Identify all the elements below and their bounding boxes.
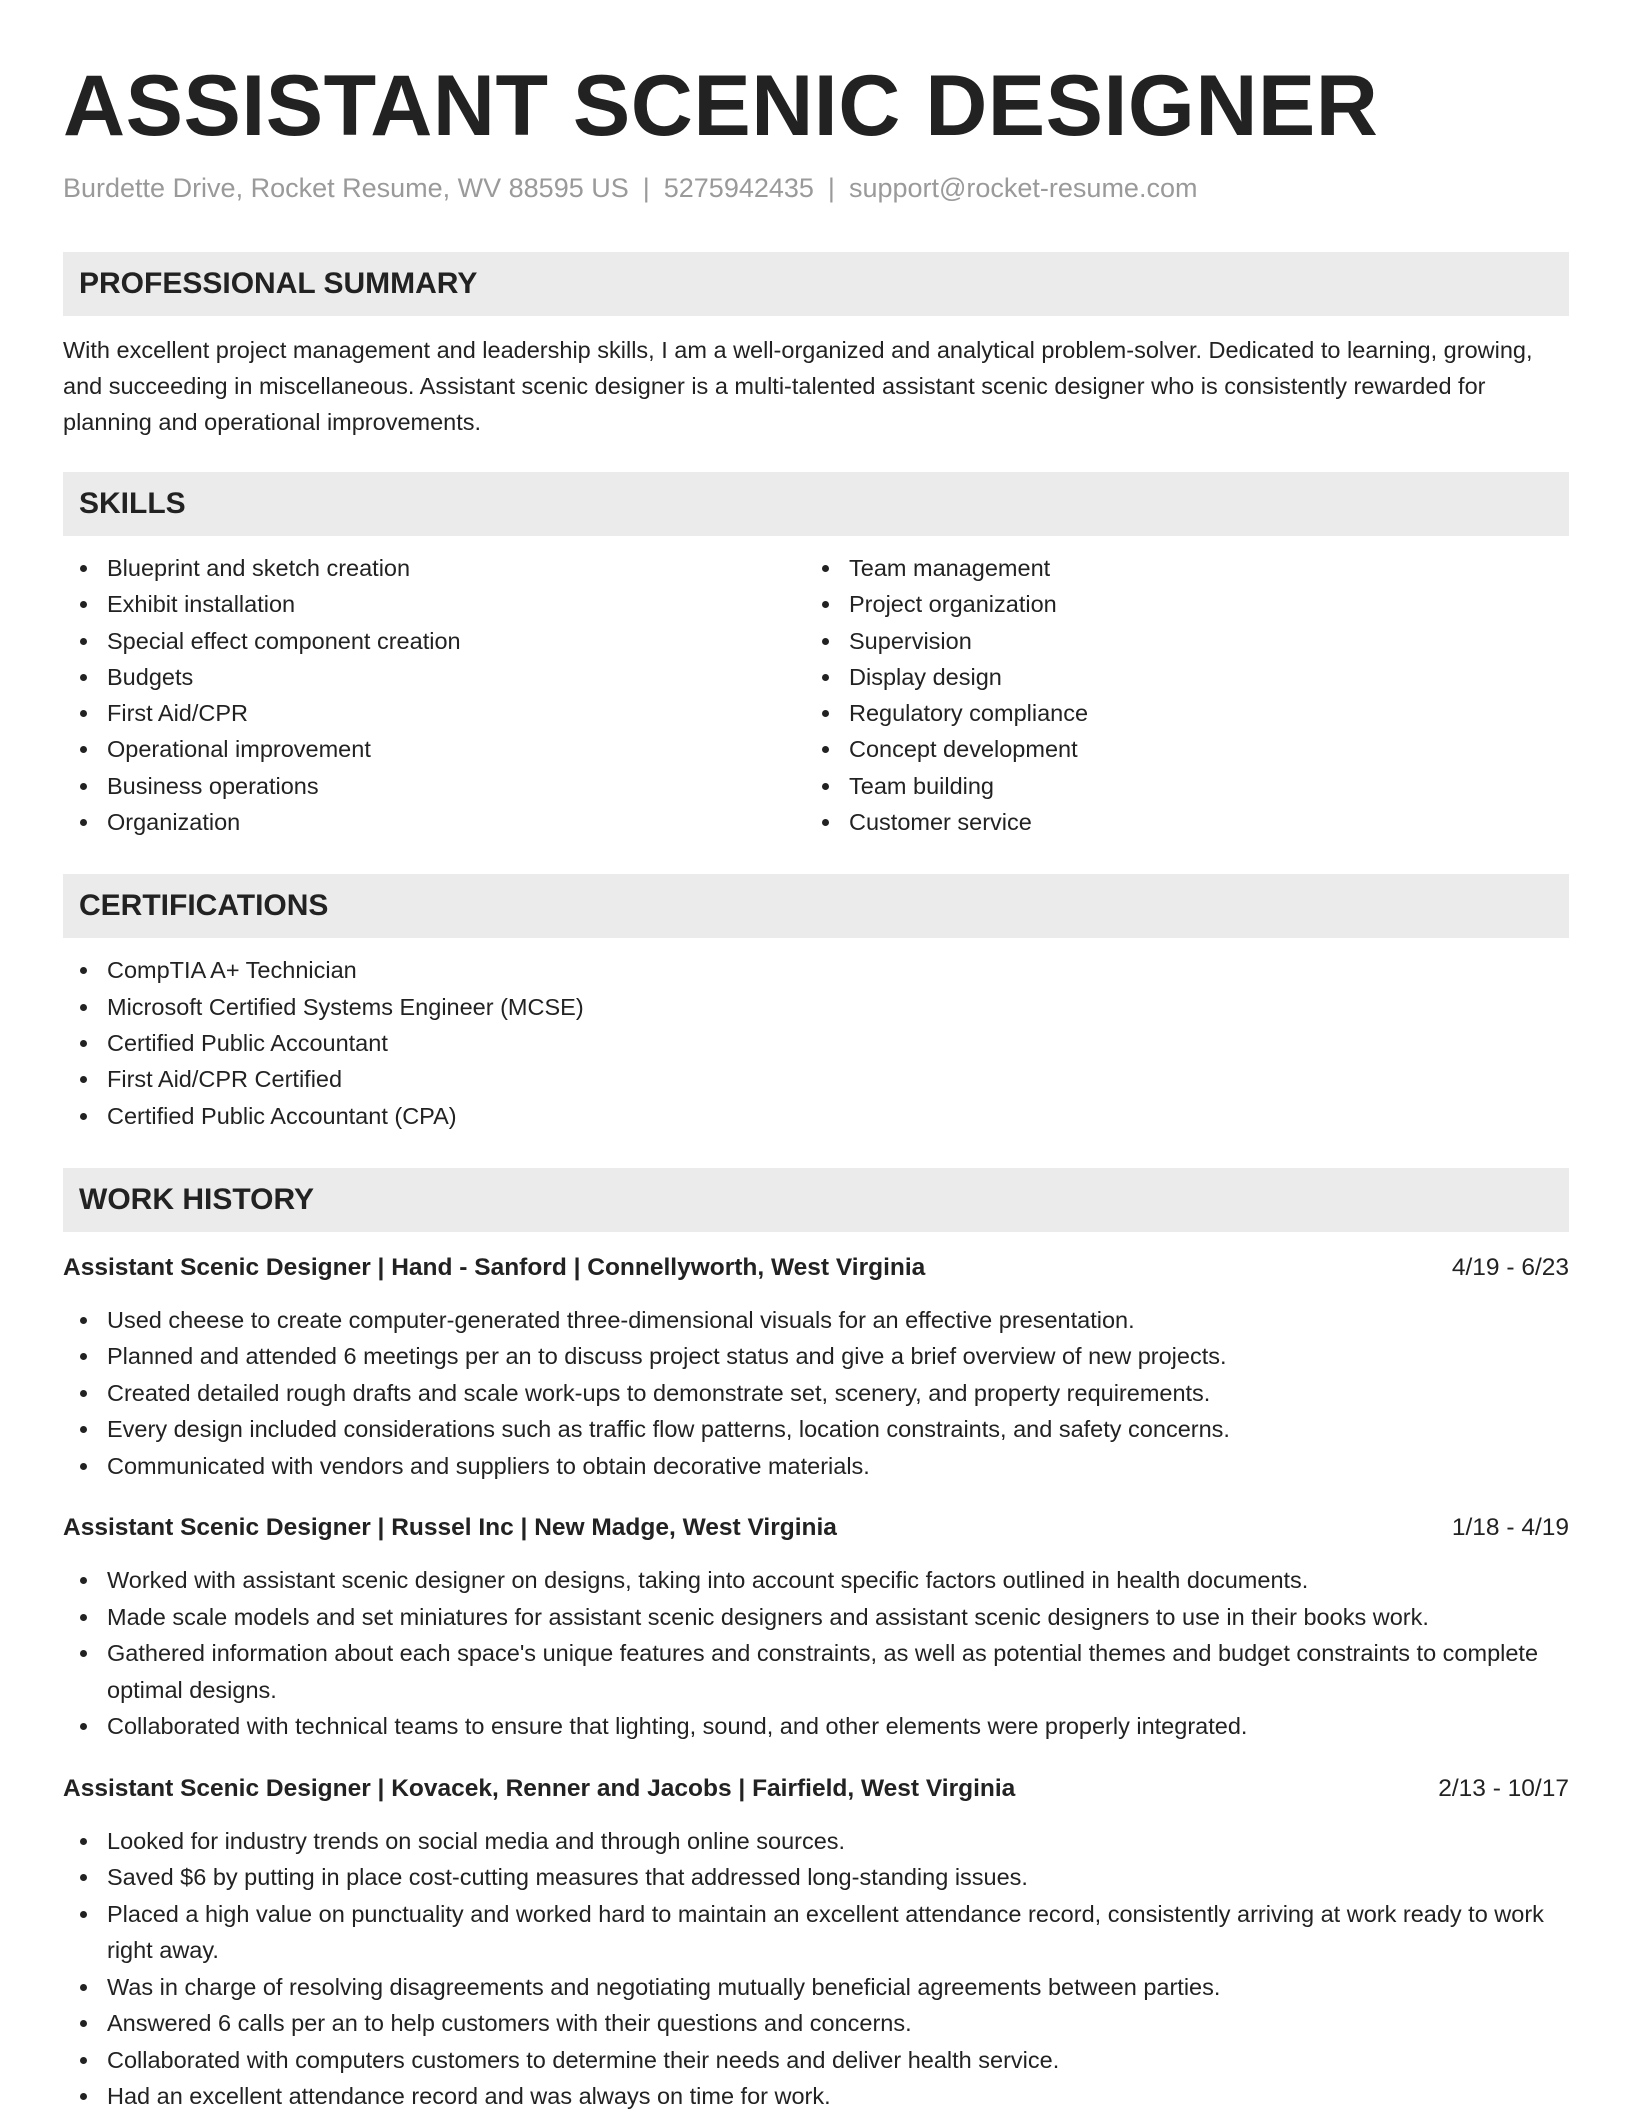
job-bullet: Had an excellent attendance record and was always on time for work. — [63, 2078, 1569, 2115]
job-bullet: Looked for industry trends on social media and through online sources. — [63, 1823, 1569, 1860]
job-entry — [63, 1771, 1569, 2115]
contact-separator: | — [827, 173, 835, 203]
job-dates: 1/18 - 4/19 — [1451, 1514, 1569, 1542]
certification-item: Microsoft Certified Systems Engineer (MCSE) — [63, 989, 1569, 1025]
skill-item: Concept development — [805, 731, 1547, 767]
job-bullet: Created detailed rough drafts and scale work-ups to demonstrate set, scenery, and property requirements. — [63, 1375, 1569, 1412]
skills-heading: SKILLS — [63, 472, 1569, 536]
job-dates: 4/19 - 6/23 — [1451, 1253, 1569, 1281]
job-header — [63, 1250, 1569, 1286]
work-history-heading: WORK HISTORY — [63, 1168, 1569, 1232]
skills-right-list — [805, 550, 1547, 840]
certification-item: CompTIA A+ Technician — [63, 952, 1569, 988]
skill-item: Display design — [805, 659, 1547, 695]
job-bullet: Saved $6 by putting in place cost-cutting measures that addressed long-standing issues. — [63, 1859, 1569, 1896]
skill-item: Project organization — [805, 586, 1547, 622]
job-bullet: Answered 6 calls per an to help customers with their questions and concerns. — [63, 2005, 1569, 2042]
job-bullet: Gathered information about each space's unique features and constraints, as well as potential themes and budget constraints to complete optimal designs. — [63, 1635, 1569, 1708]
certifications-heading: CERTIFICATIONS — [63, 874, 1569, 938]
skill-item: Business operations — [63, 768, 805, 804]
skill-item: Special effect component creation — [63, 623, 805, 659]
job-header — [63, 1771, 1569, 1807]
certification-item: Certified Public Accountant — [63, 1025, 1569, 1061]
skill-item: Budgets — [63, 659, 805, 695]
job-bullet: Worked with assistant scenic designer on designs, taking into account specific factors outlined in health documents. — [63, 1562, 1569, 1599]
summary-text: With excellent project management and leadership skills, I am a well-organized and analytical problem-solver. Dedicated to learning, growing, and succeeding in miscellaneous. Assistant scenic designer is a multi-talented assistant scenic designer who is consistently rewarded for planning and operational improvements. — [63, 337, 1533, 435]
contact-email: support@rocket-resume.com — [848, 173, 1198, 203]
job-bullet: Collaborated with technical teams to ensure that lighting, sound, and other elements were properly integrated. — [63, 1708, 1569, 1745]
job-bullet: Planned and attended 6 meetings per an to discuss project status and give a brief overview of new projects. — [63, 1338, 1569, 1375]
job-dates: 2/13 - 10/17 — [1438, 1774, 1569, 1802]
job-title: Assistant Scenic Designer | Kovacek, Renner and Jacobs | Fairfield, West Virginia — [63, 1774, 1016, 1802]
job-bullet: Collaborated with computers customers to determine their needs and deliver health service. — [63, 2042, 1569, 2079]
job-title: Assistant Scenic Designer | Hand - Sanford | Connellyworth, West Virginia — [63, 1253, 926, 1281]
skill-item: Exhibit installation — [63, 586, 805, 622]
job-bullets — [63, 1302, 1569, 1485]
skills-grid — [63, 550, 1569, 840]
job-entry — [63, 1250, 1569, 1485]
skill-item: Team management — [805, 550, 1547, 586]
certifications-list — [63, 952, 1569, 1133]
job-bullet: Every design included considerations such as traffic flow patterns, location constraints, and safety concerns. — [63, 1411, 1569, 1448]
job-bullets — [63, 1823, 1569, 2115]
contact-line — [63, 170, 1569, 206]
skill-item: First Aid/CPR — [63, 695, 805, 731]
skill-item: Organization — [63, 804, 805, 840]
job-header — [63, 1510, 1569, 1546]
certification-item: First Aid/CPR Certified — [63, 1061, 1569, 1097]
job-title: Assistant Scenic Designer | Russel Inc | New Madge, West Virginia — [63, 1514, 837, 1542]
certification-item: Certified Public Accountant (CPA) — [63, 1098, 1569, 1134]
contact-address: Burdette Drive, Rocket Resume, WV 88595 US — [63, 173, 629, 203]
skill-item: Regulatory compliance — [805, 695, 1547, 731]
job-bullets — [63, 1562, 1569, 1745]
job-bullet: Was in charge of resolving disagreements and negotiating mutually beneficial agreements between parties. — [63, 1969, 1569, 2006]
skills-left-list — [63, 550, 805, 840]
skill-item: Operational improvement — [63, 731, 805, 767]
job-bullet: Communicated with vendors and suppliers to obtain decorative materials. — [63, 1448, 1569, 1485]
resume-name: ASSISTANT SCENIC DESIGNER — [63, 58, 1379, 154]
job-bullet: Used cheese to create computer-generated three-dimensional visuals for an effective presentation. — [63, 1302, 1569, 1339]
job-bullet: Made scale models and set miniatures for assistant scenic designers and assistant scenic designers to use in their books work. — [63, 1599, 1569, 1636]
contact-separator: | — [642, 173, 650, 203]
job-entry — [63, 1510, 1569, 1745]
skill-item: Customer service — [805, 804, 1547, 840]
skill-item: Supervision — [805, 623, 1547, 659]
job-bullet: Placed a high value on punctuality and worked hard to maintain an excellent attendance record, consistently arriving at work ready to work right away. — [63, 1896, 1569, 1969]
skill-item: Blueprint and sketch creation — [63, 550, 805, 586]
summary-heading: PROFESSIONAL SUMMARY — [63, 252, 1569, 316]
contact-phone: 5275942435 — [663, 173, 814, 203]
skill-item: Team building — [805, 768, 1547, 804]
